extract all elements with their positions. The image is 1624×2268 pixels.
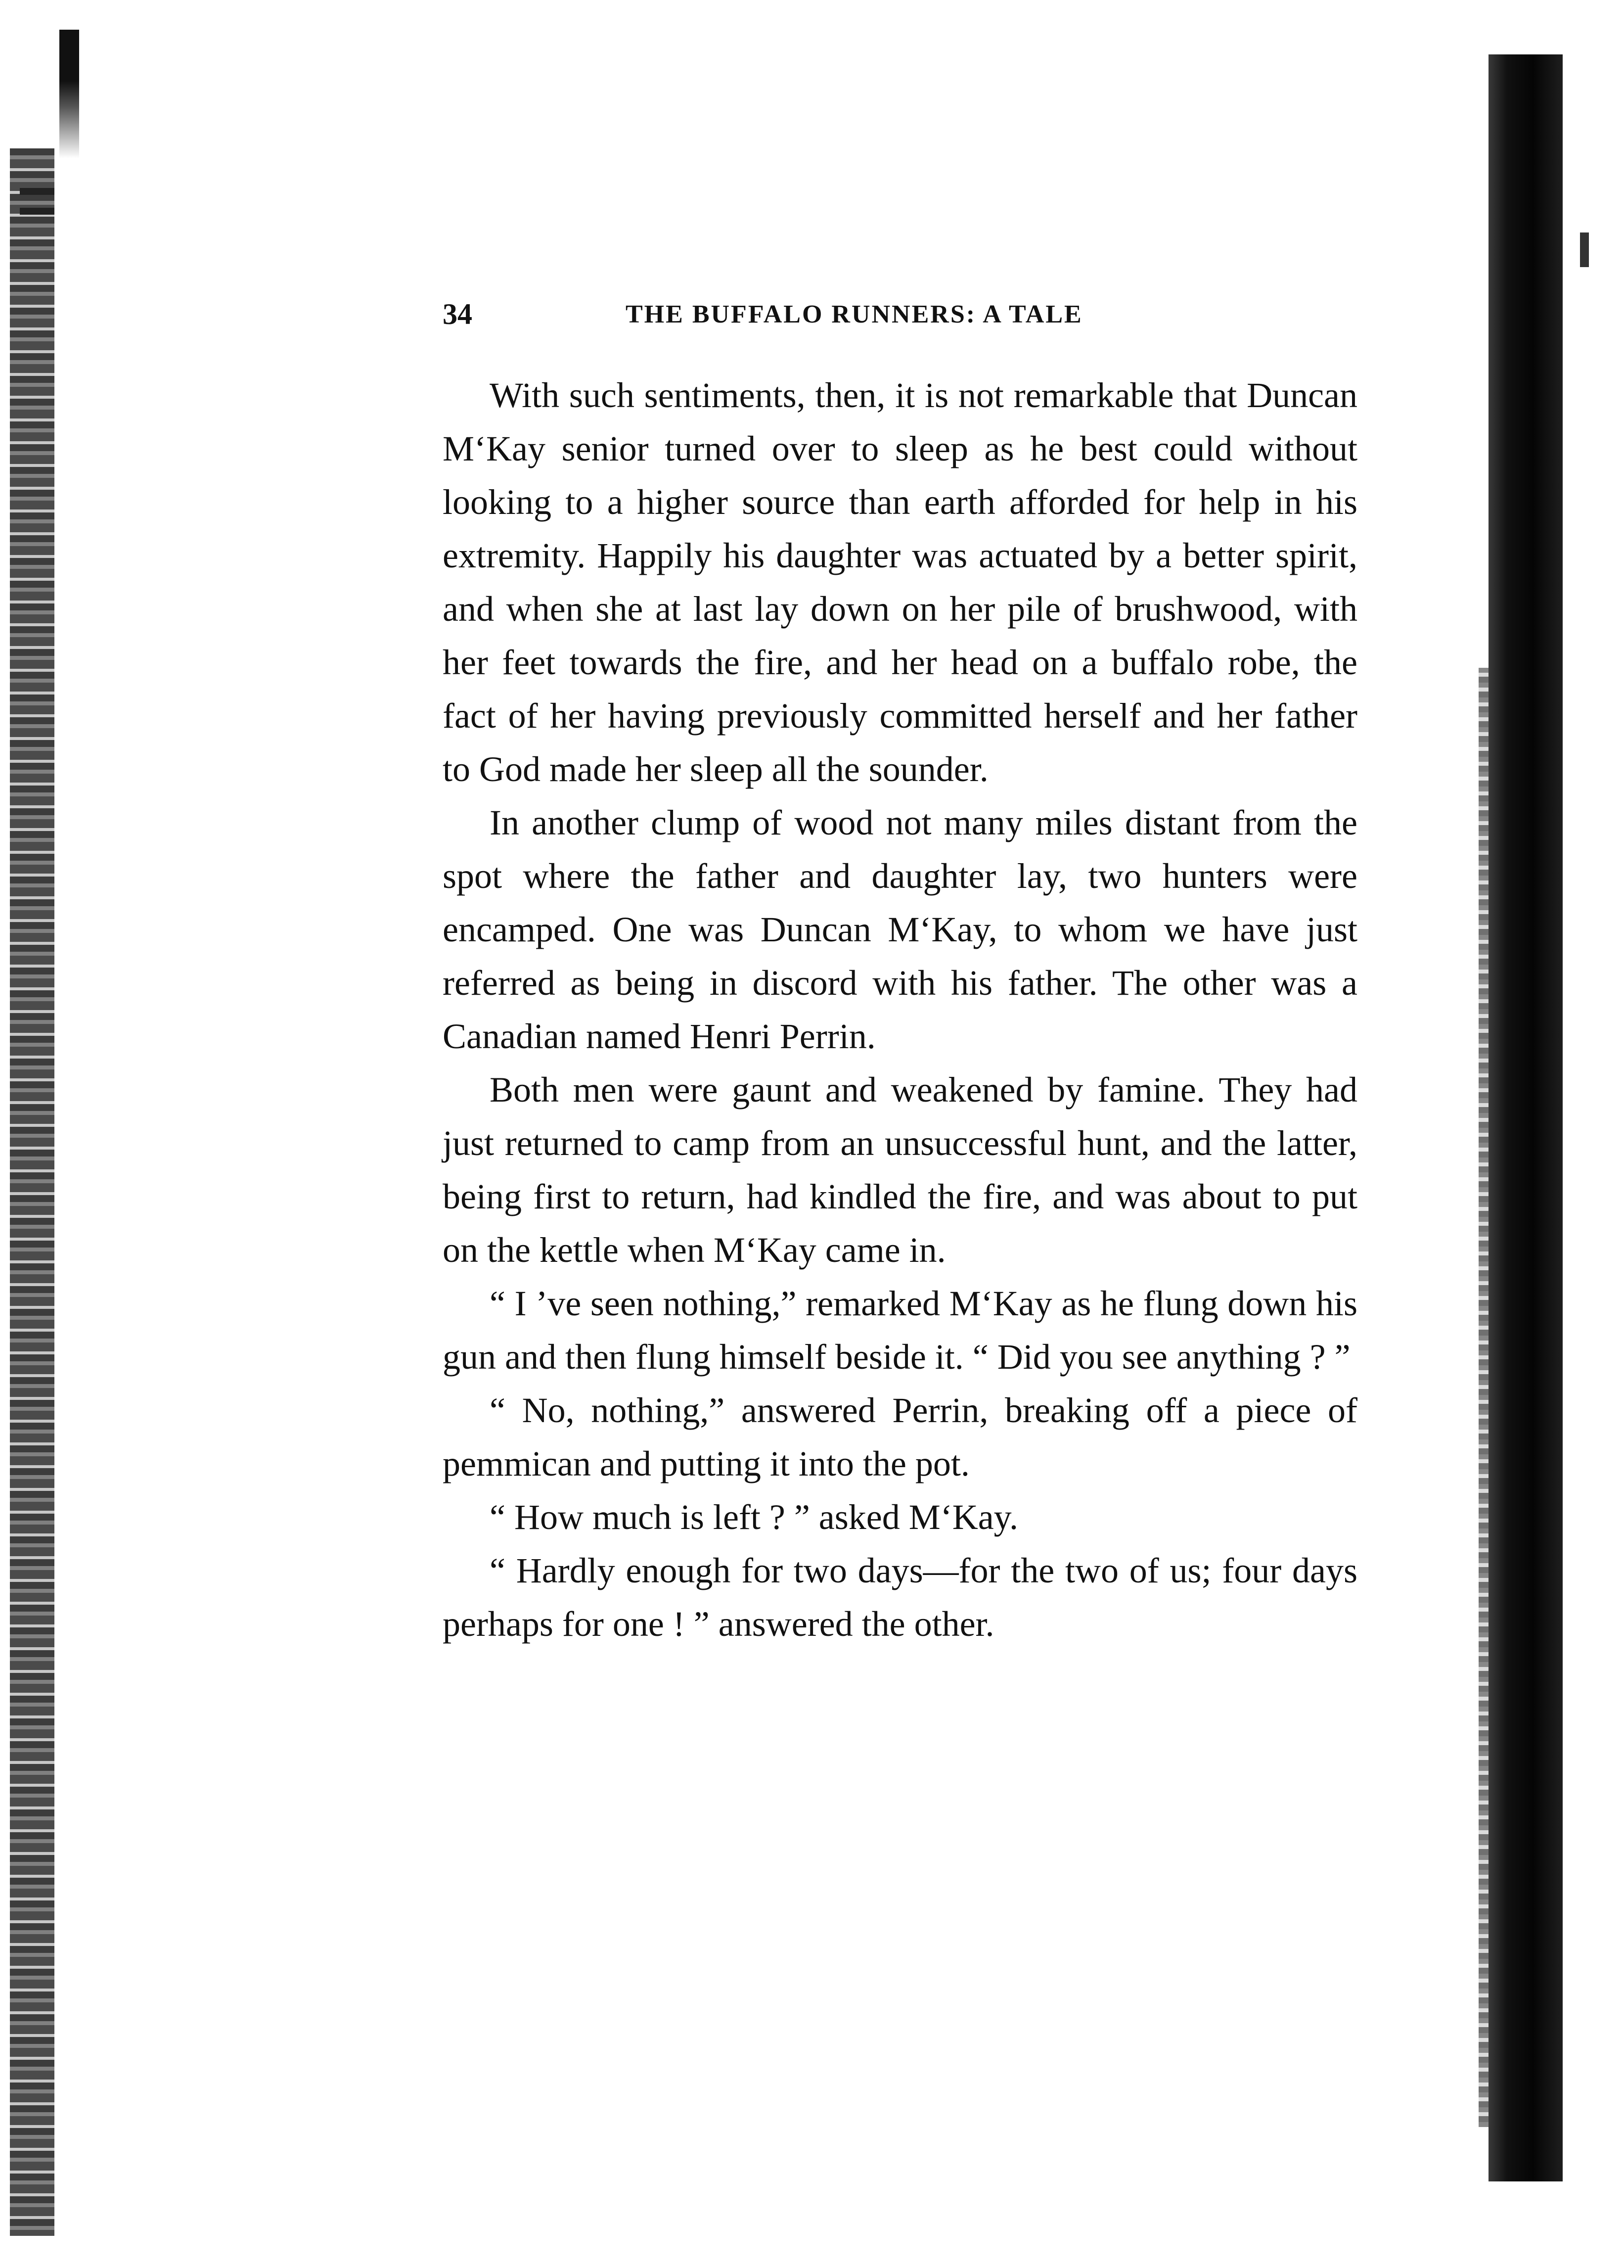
paragraph: “ I ’ve seen nothing,” remarked M‘Kay as he flung down his gun and then flung himself beside it. “ Did you see anything ? ”	[443, 1284, 1357, 1377]
paragraph: “ Hardly enough for two days—for the two of us; four days perhaps for one ! ” answered the other.	[443, 1551, 1357, 1644]
paragraph: “ How much is left ? ” asked M‘Kay.	[490, 1497, 1018, 1537]
scan-mark-left	[20, 208, 54, 215]
scan-binding-strip	[1489, 54, 1563, 2181]
scan-mark-top-left	[59, 30, 79, 158]
paragraph: In another clump of wood not many miles distant from the spot where the father and daughter lay, two hunters were encamped. One was Duncan M‘Kay, to whom we have just referred as being in discord with his father. The other was a Canadian named Henri Perrin.	[443, 803, 1357, 1056]
running-head: THE BUFFALO RUNNERS: A TALE	[626, 300, 1083, 328]
paragraph: “ No, nothing,” answered Perrin, breaking off a piece of pemmican and putting it into the pot.	[443, 1390, 1357, 1483]
page-header	[443, 294, 1184, 334]
paragraph: With such sentiments, then, it is not remarkable that Duncan M‘Kay senior turned over to sleep as he best could without looking to a higher source than earth afforded for help in his extremity. Happily his daughter was actuated by a better spirit, and when she at last lay down on her pile of brushwood, with her feet towards the fire, and her head on a buffalo robe, the fact of her having previously committed herself and her father to God made her sleep all the sounder.	[443, 375, 1357, 789]
body-text	[443, 369, 1357, 1651]
scan-speck	[1580, 232, 1589, 267]
page-number: 34	[443, 298, 472, 330]
scan-mark-left	[20, 188, 54, 195]
paragraph: Both men were gaunt and weakened by famine. They had just returned to camp from an unsuccessful hunt, and the latter, being first to return, had kindled the fire, and was about to put on the kettle when M‘Kay came in.	[443, 1070, 1357, 1270]
scan-gutter-left	[10, 148, 54, 2236]
